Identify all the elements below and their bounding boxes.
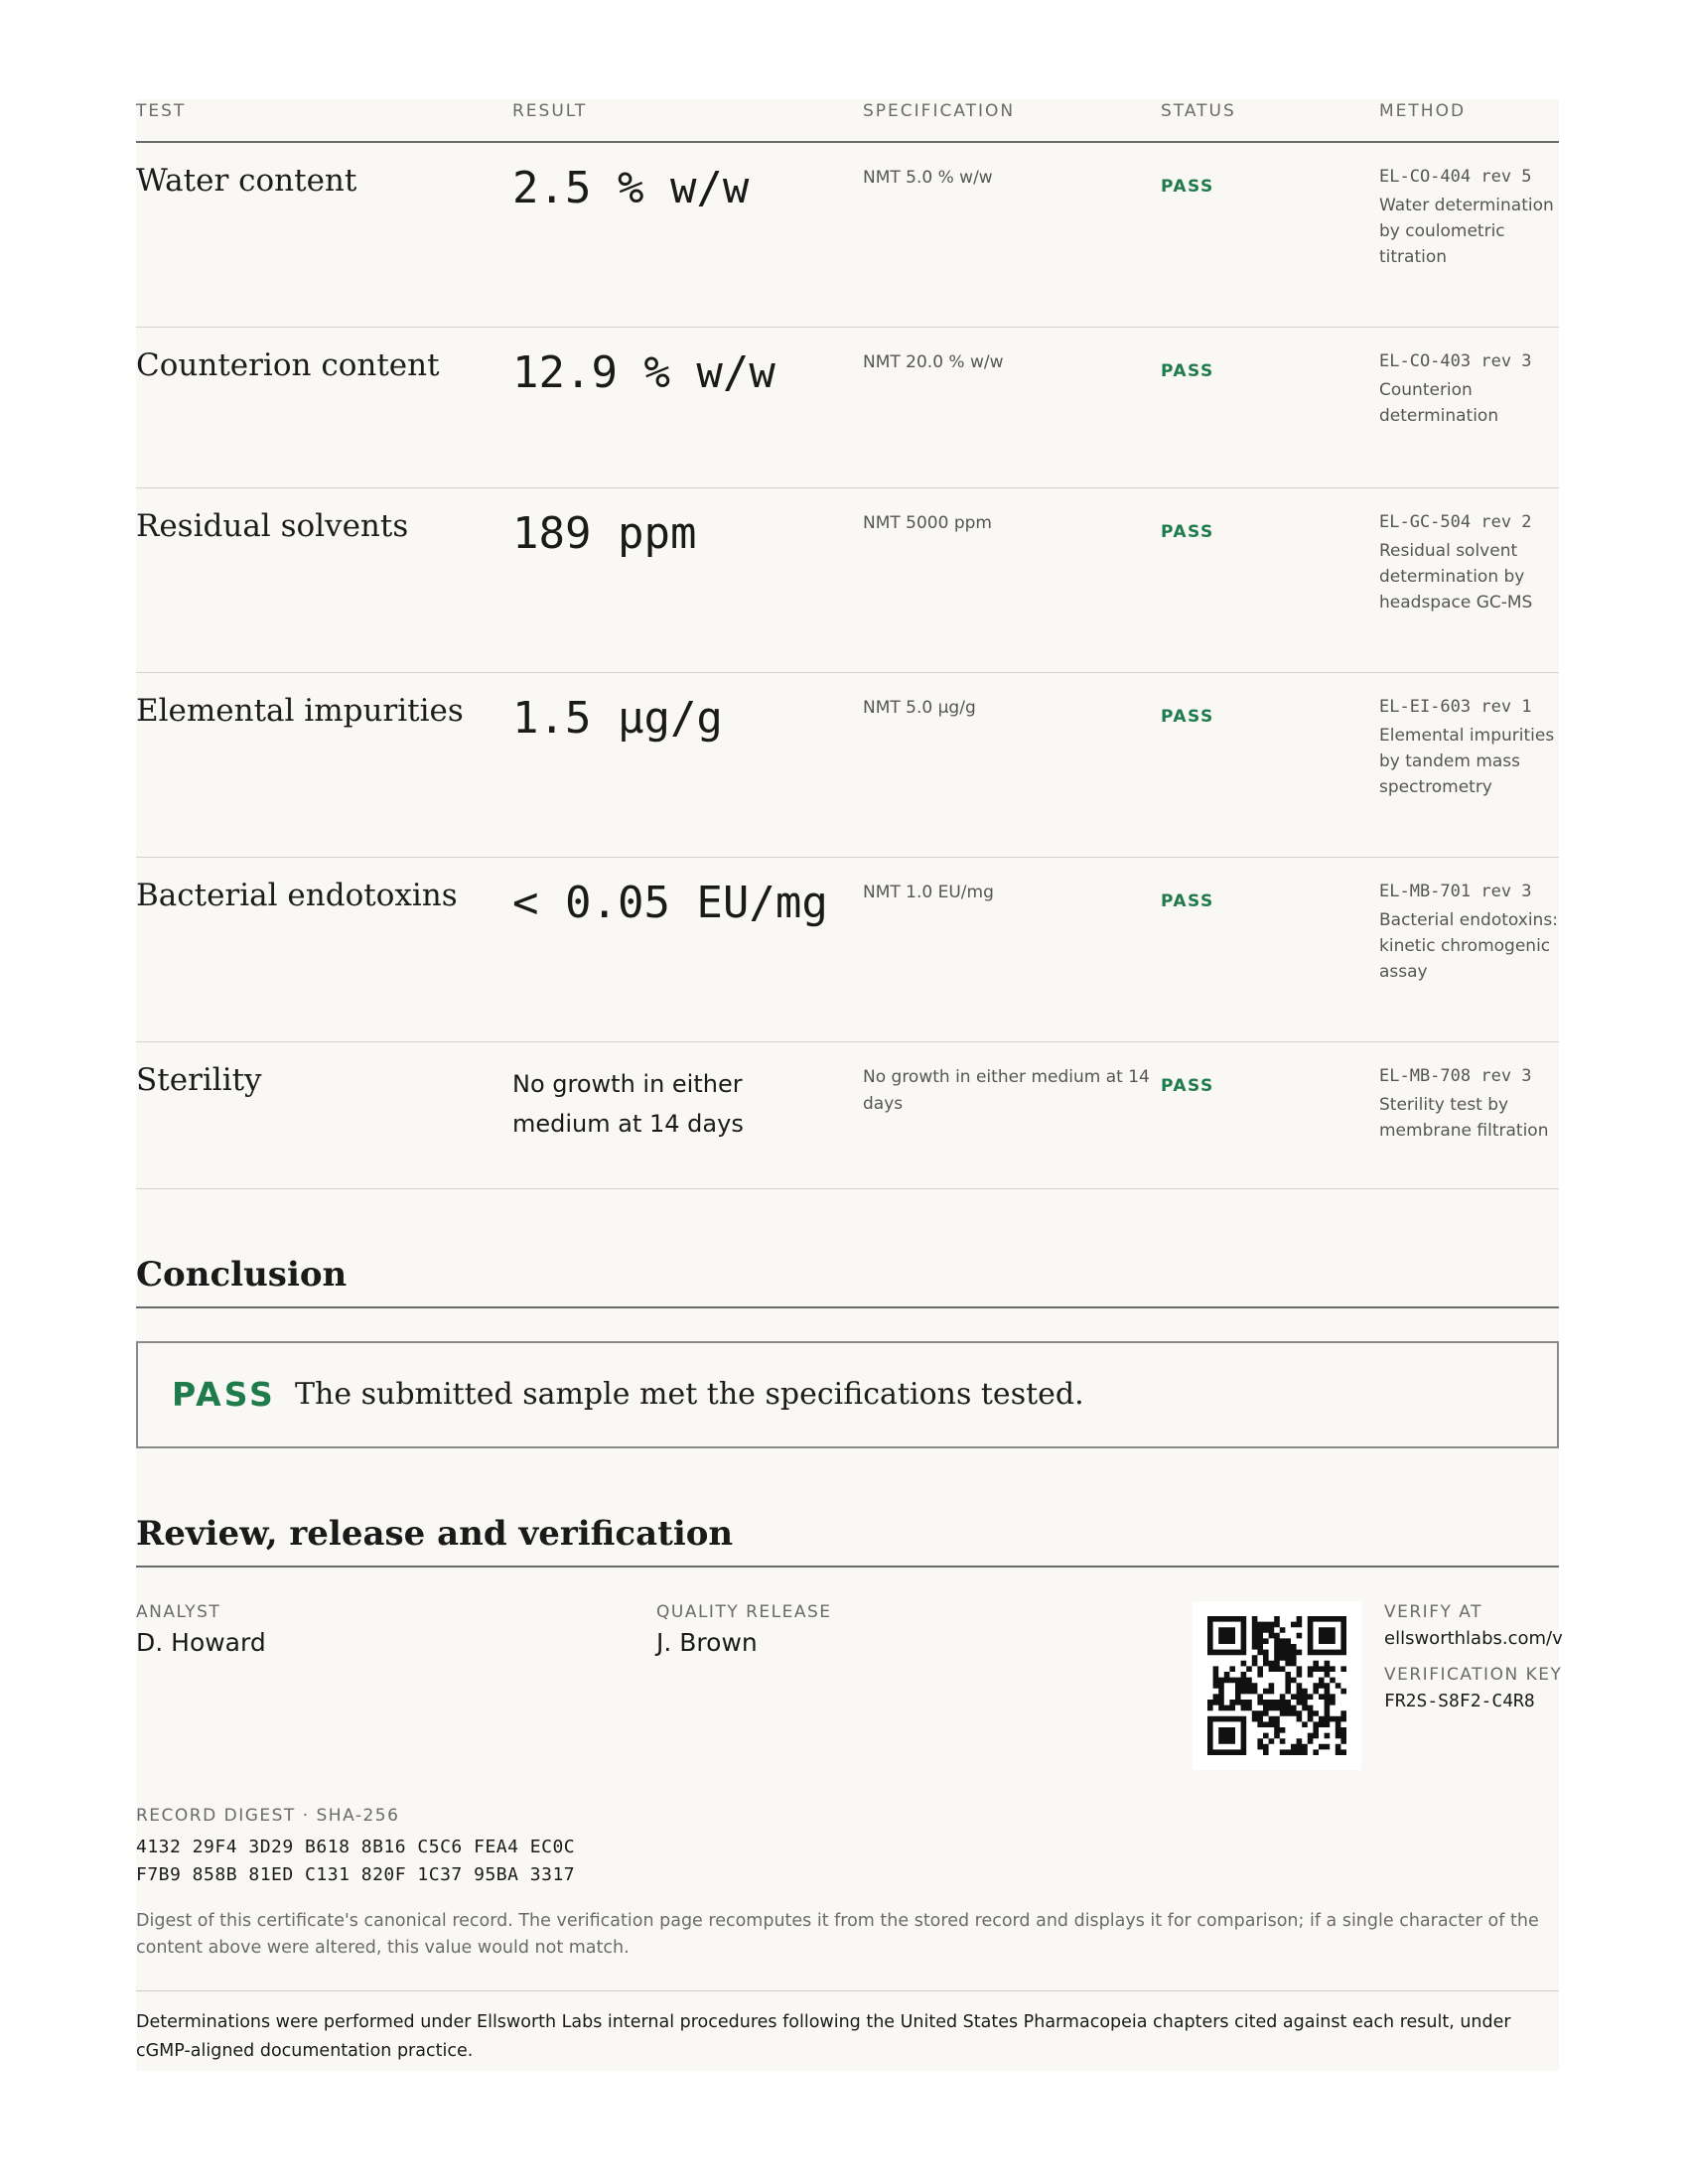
test-name: Sterility	[136, 1062, 262, 1098]
footer-divider	[136, 1990, 1559, 1991]
conclusion-heading: Conclusion	[136, 1253, 1559, 1308]
test-name: Counterion content	[136, 347, 440, 383]
specification: NMT 5000 ppm	[863, 513, 992, 533]
test-name: Elemental impurities	[136, 693, 464, 729]
specification: NMT 1.0 EU/mg	[863, 883, 994, 902]
header-test: TEST	[136, 101, 187, 121]
method-description: Elemental impurities by tandem mass spectrometry	[1379, 726, 1555, 797]
header-specification: SPECIFICATION	[863, 101, 1016, 121]
test-name: Water content	[136, 163, 357, 199]
method-code: EL-MB-701 rev 3	[1379, 882, 1532, 901]
test-name: Residual solvents	[136, 508, 409, 544]
certificate-sheet	[136, 99, 1563, 2071]
analyst-name: D. Howard	[136, 1628, 266, 1657]
verification-key-label: VERIFICATION KEY	[1384, 1665, 1563, 1685]
method-description: Water determination by coulometric titration	[1379, 196, 1554, 267]
method-code: EL-GC-504 rev 2	[1379, 512, 1532, 532]
test-name: Bacterial endotoxins	[136, 878, 458, 913]
conclusion-verdict: PASS	[172, 1375, 276, 1414]
specification: NMT 5.0 % w/w	[863, 168, 993, 188]
quality-release-label: QUALITY RELEASE	[656, 1602, 832, 1622]
status-badge: PASS	[1161, 891, 1214, 911]
specification: No growth in either medium at 14 days	[863, 1067, 1150, 1114]
result-value: < 0.05 EU/mg	[512, 878, 828, 928]
method-code: EL-EI-603 rev 1	[1379, 697, 1532, 717]
table-row	[136, 143, 1559, 328]
header-status: STATUS	[1161, 101, 1236, 121]
specification: NMT 20.0 % w/w	[863, 352, 1004, 372]
header-method: METHOD	[1379, 101, 1467, 121]
review-heading: Review, release and verification	[136, 1512, 1559, 1568]
verify-url[interactable]: ellsworthlabs.com/v	[1384, 1628, 1563, 1649]
method-description: Counterion determination	[1379, 380, 1499, 426]
conclusion-box	[136, 1341, 1559, 1448]
method-code: EL-MB-708 rev 3	[1379, 1066, 1532, 1086]
digest-line: F7B9 858B 81ED C131 820F 1C37 95BA 3317	[136, 1864, 576, 1885]
verification-key: FR2S-S8F2-C4R8	[1384, 1691, 1535, 1711]
status-badge: PASS	[1161, 361, 1214, 381]
footer-statement: Determinations were performed under Ellsworth Labs internal procedures following the United States Pharmacopeia chapters cited against each result, under cGMP-aligned documentation practice.	[136, 2012, 1511, 2061]
table-row	[136, 488, 1559, 673]
status-badge: PASS	[1161, 1076, 1214, 1096]
result-value: 12.9 % w/w	[512, 347, 775, 398]
table-row	[136, 1042, 1559, 1189]
method-code: EL-CO-404 rev 5	[1379, 167, 1532, 187]
conclusion-statement: The submitted sample met the specifications tested.	[295, 1377, 1084, 1412]
qr-code-icon	[1193, 1601, 1361, 1770]
digest-line: 4132 29F4 3D29 B618 8B16 C5C6 FEA4 EC0C	[136, 1837, 576, 1857]
table-row	[136, 858, 1559, 1042]
analyst-label: ANALYST	[136, 1602, 221, 1622]
status-badge: PASS	[1161, 707, 1214, 727]
result-value: No growth in either medium at 14 days	[512, 1070, 744, 1138]
method-description: Sterility test by membrane filtration	[1379, 1095, 1549, 1141]
result-value: 2.5 % w/w	[512, 163, 750, 213]
result-value: 189 ppm	[512, 508, 697, 559]
digest-note: Digest of this certificate's canonical record. The verification page recomputes it from the stored record and displays it for comparison; if a single character of the content above were altered, this value would not match.	[136, 1911, 1539, 1958]
quality-release-name: J. Brown	[656, 1628, 758, 1657]
results-table-header	[136, 99, 1559, 143]
status-badge: PASS	[1161, 177, 1214, 197]
header-result: RESULT	[512, 101, 588, 121]
method-code: EL-CO-403 rev 3	[1379, 351, 1532, 371]
record-digest-label: RECORD DIGEST · SHA-256	[136, 1806, 400, 1826]
result-value: 1.5 µg/g	[512, 693, 723, 744]
table-row	[136, 673, 1559, 858]
method-description: Bacterial endotoxins: kinetic chromogenic assay	[1379, 910, 1558, 982]
status-badge: PASS	[1161, 522, 1214, 542]
method-description: Residual solvent determination by headspace GC-MS	[1379, 541, 1533, 613]
table-row	[136, 328, 1559, 488]
verify-at-label: VERIFY AT	[1384, 1602, 1482, 1622]
specification: NMT 5.0 µg/g	[863, 698, 976, 718]
